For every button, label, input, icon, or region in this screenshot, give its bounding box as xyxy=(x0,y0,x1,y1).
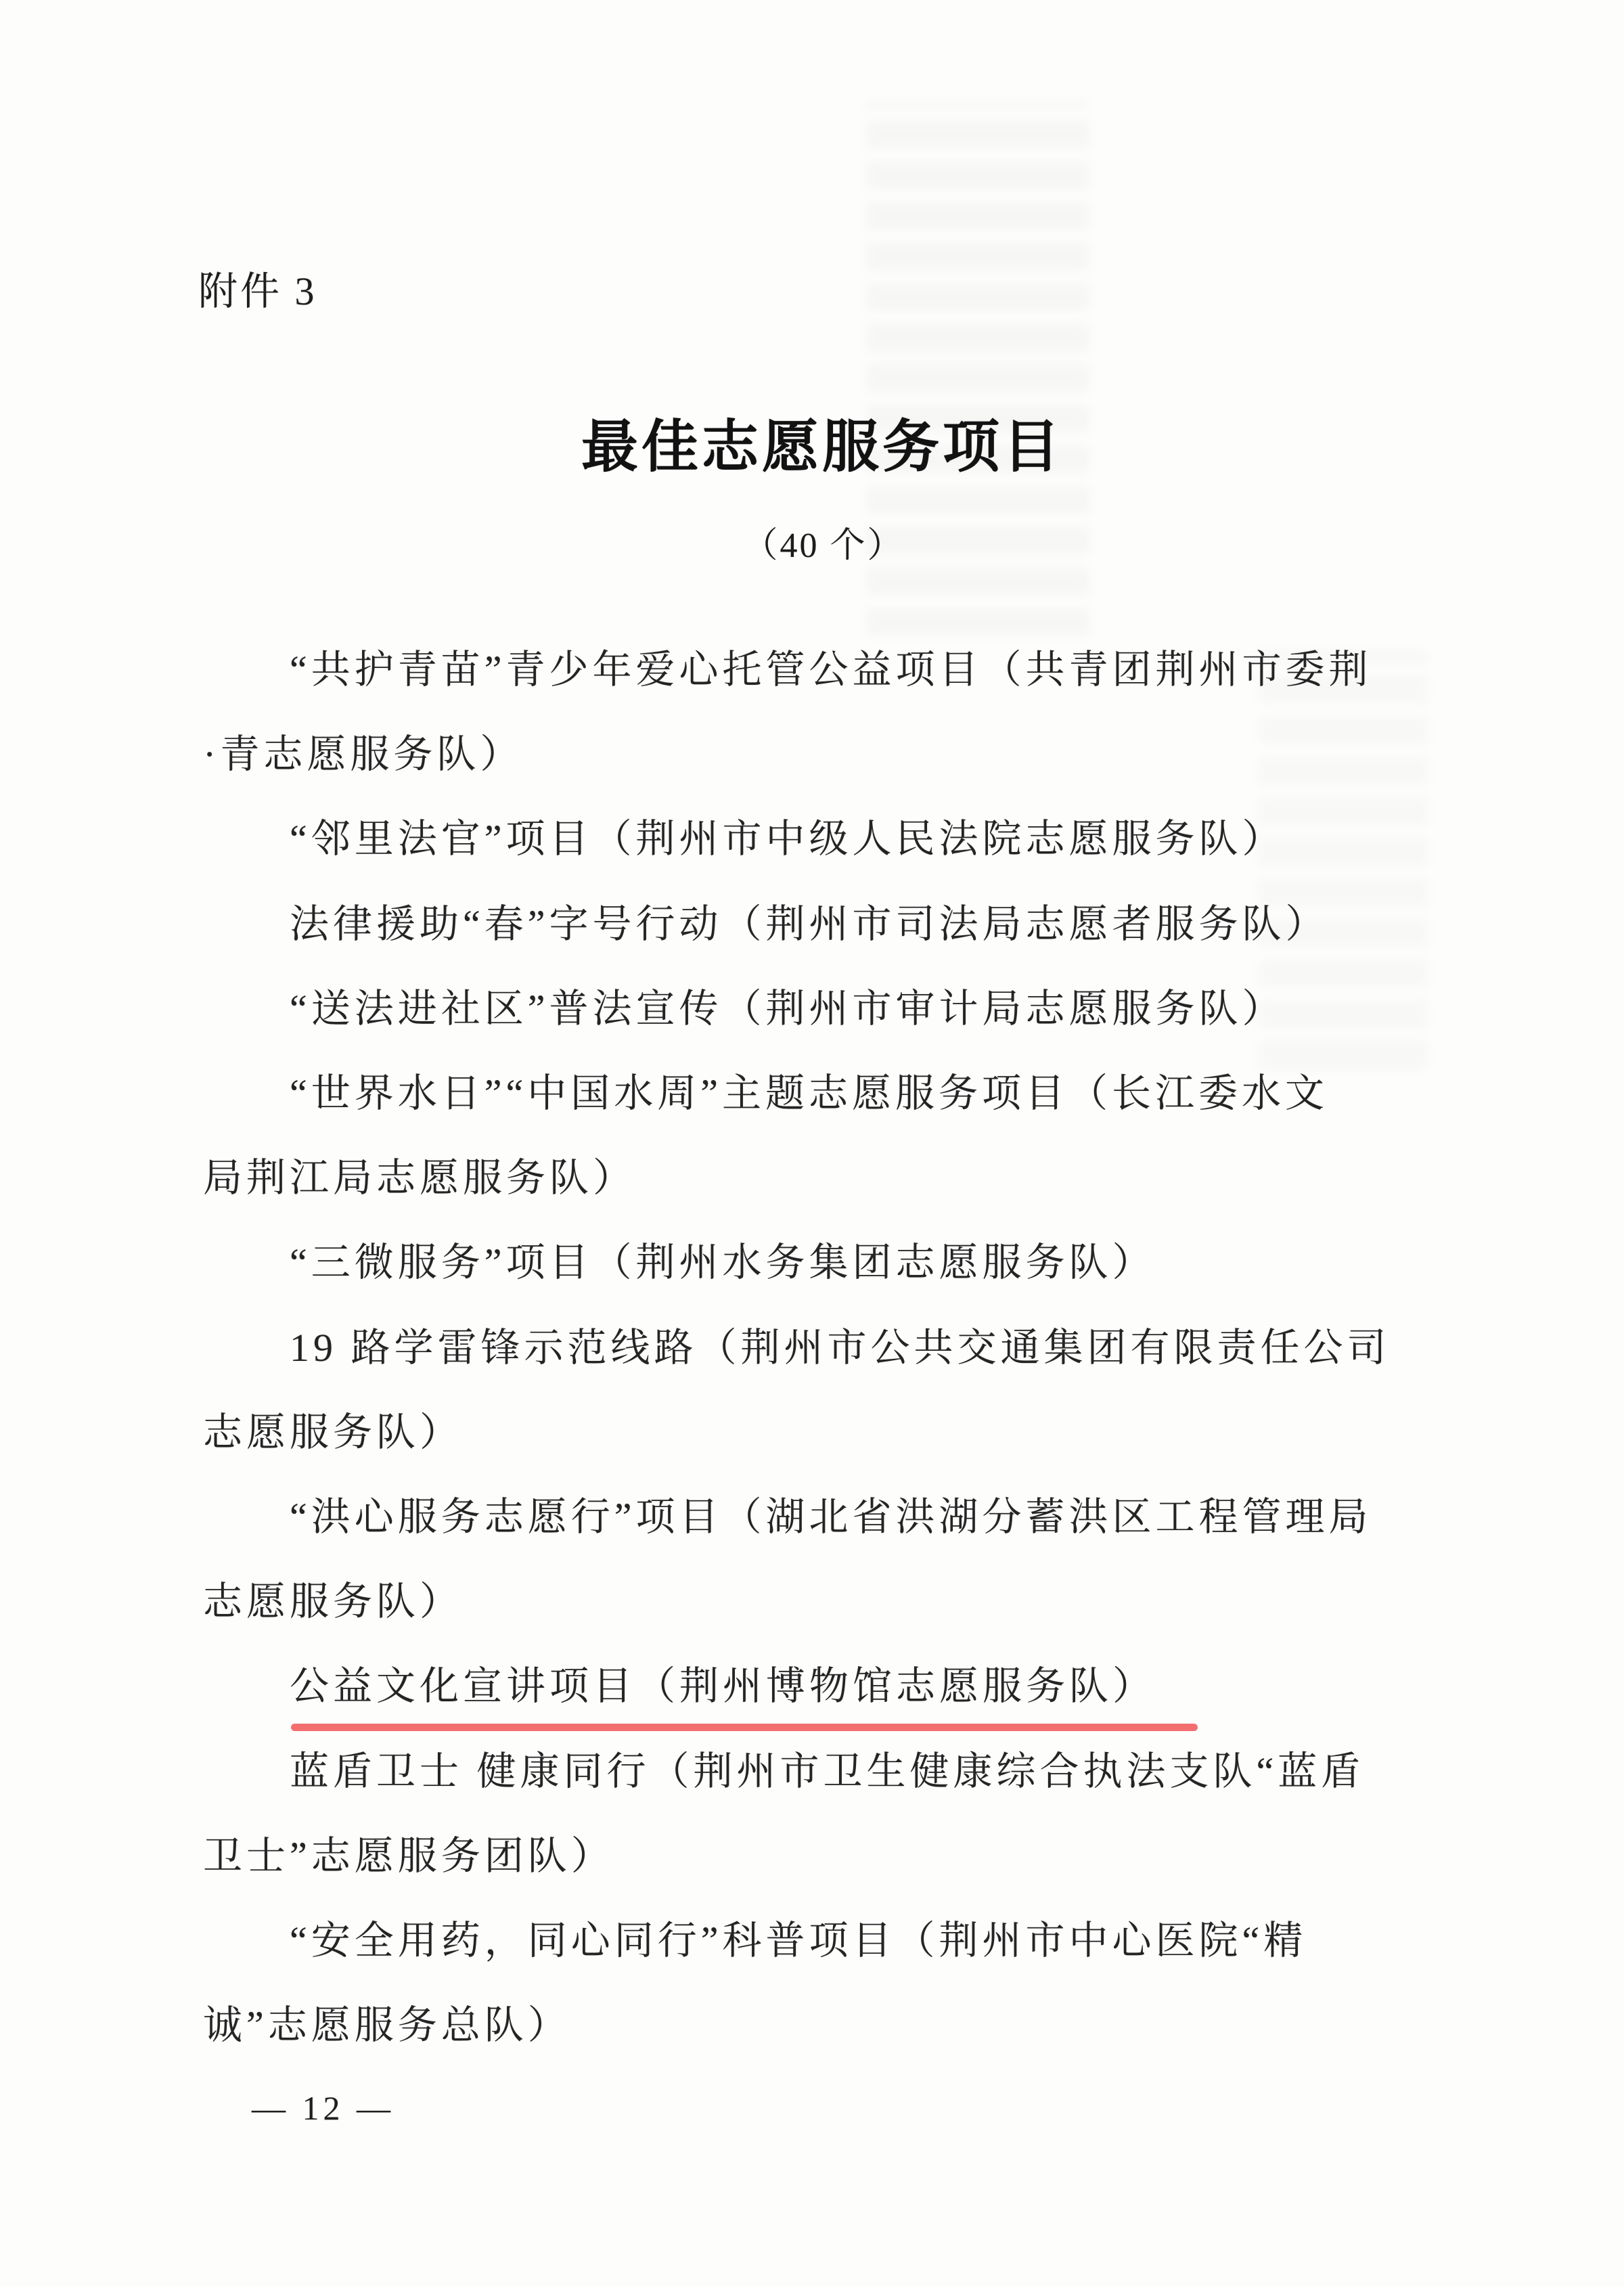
page-title: 最佳志愿服务项目 xyxy=(581,416,1063,479)
list-line: 志愿服务队） xyxy=(203,1410,464,1454)
list-line-highlighted: 公益文化宣讲项目（荆州博物馆志愿服务队） xyxy=(290,1664,1156,1708)
red-underline-annotation xyxy=(291,1724,1198,1731)
list-line: “洪心服务志愿行”项目（湖北省洪湖分蓄洪区工程管理局 xyxy=(290,1495,1372,1539)
attachment-label: 附件 3 xyxy=(198,269,317,313)
page-subtitle: （40 个） xyxy=(742,526,905,565)
list-line: 志愿服务队） xyxy=(203,1579,464,1623)
list-line: 卫士”志愿服务团队） xyxy=(203,1834,614,1878)
list-line: “送法进社区”普法宣传（荆州市审计局志愿服务队） xyxy=(290,987,1286,1031)
list-line: 局荆江局志愿服务队） xyxy=(203,1156,637,1200)
list-line: “三微服务”项目（荆州水务集团志愿服务队） xyxy=(290,1240,1156,1284)
list-line: 法律援助“春”字号行动（荆州市司法局志愿者服务队） xyxy=(290,902,1329,946)
list-line: “共护青苗”青少年爱心托管公益项目（共青团荆州市委荆 xyxy=(290,648,1372,692)
list-line: 蓝盾卫士 健康同行（荆州市卫生健康综合执法支队“蓝盾 xyxy=(290,1749,1365,1793)
list-line: 19 路学雷锋示范线路（荆州市公共交通集团有限责任公司 xyxy=(290,1326,1391,1370)
list-line: “邻里法官”项目（荆州市中级人民法院志愿服务队） xyxy=(290,817,1286,861)
list-line: ·青志愿服务队） xyxy=(203,732,524,776)
list-line: 诚”志愿服务总队） xyxy=(203,2003,571,2047)
list-line: “安全用药，同心同行”科普项目（荆州市中心医院“精 xyxy=(290,1919,1307,1963)
list-line: “世界水日”“中国水周”主题志愿服务项目（长江委水文 xyxy=(290,1071,1328,1115)
page-number: — 12 — xyxy=(252,2089,394,2127)
